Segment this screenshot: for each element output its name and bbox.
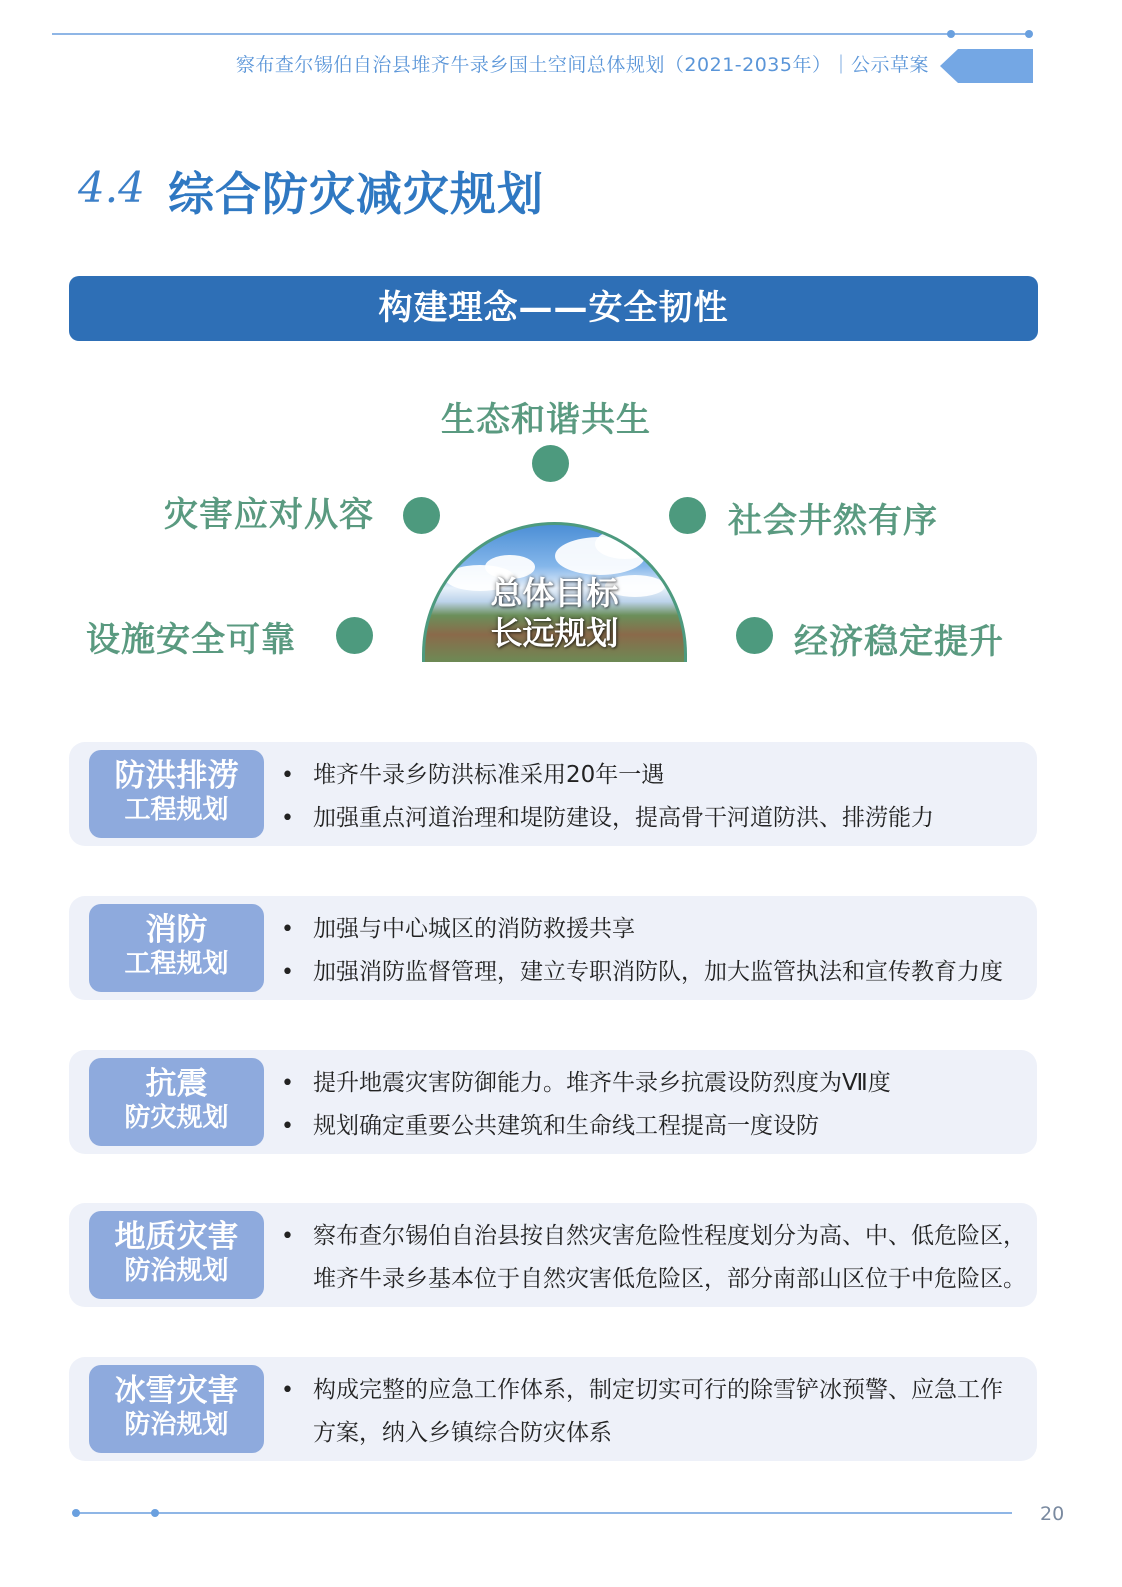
plan-badge-title: 消防 bbox=[145, 912, 208, 948]
plan-bullet: • 构成完整的应急工作体系，制定切实可行的除雪铲冰预警、应急工作 bbox=[281, 1369, 1037, 1412]
concept-banner: 构建理念——安全韧性 bbox=[69, 276, 1038, 341]
page-number: 20 bbox=[1040, 1503, 1065, 1525]
goal-top: 生态和谐共生 bbox=[441, 400, 651, 440]
plan-badge-title: 冰雪灾害 bbox=[114, 1373, 239, 1409]
section-title: 综合防灾减灾规划 bbox=[168, 167, 544, 221]
plan-card-earthquake bbox=[69, 1050, 1037, 1154]
plan-card-fire bbox=[69, 896, 1037, 1000]
goal-lower-right: 经济稳定提升 bbox=[794, 622, 1004, 662]
plan-card-snow-ice bbox=[69, 1357, 1037, 1461]
plan-bullet: • 规划确定重要公共建筑和生命线工程提高一度设防 bbox=[281, 1105, 1037, 1148]
plan-badge bbox=[89, 1211, 264, 1299]
header-rule-dot bbox=[947, 30, 955, 38]
goal-upper-left: 灾害应对从容 bbox=[164, 495, 374, 535]
footer-rule-dot bbox=[72, 1509, 80, 1517]
plan-bullet: • 加强重点河道治理和堤防建设，提高骨干河道防洪、排涝能力 bbox=[281, 797, 1037, 840]
plan-badge-subtitle: 工程规划 bbox=[124, 949, 229, 979]
goal-lower-left: 设施安全可靠 bbox=[86, 620, 296, 660]
plan-bullet: • 加强与中心城区的消防救援共享 bbox=[281, 908, 1037, 951]
plan-badge bbox=[89, 1058, 264, 1146]
document-title: 察布查尔锡伯自治县堆齐牛录乡国土空间总体规划（2021-2035年）｜公示草案 bbox=[235, 54, 929, 76]
header-rule-dot bbox=[1025, 30, 1033, 38]
plan-card-flood bbox=[69, 742, 1037, 846]
plan-badge-title: 抗震 bbox=[145, 1066, 208, 1102]
plan-badge-title: 防洪排涝 bbox=[114, 758, 239, 794]
footer-rule bbox=[76, 1512, 1012, 1514]
goal-dot bbox=[736, 617, 773, 654]
goal-dot bbox=[403, 497, 440, 534]
plan-badge-subtitle: 防灾规划 bbox=[124, 1103, 229, 1133]
dome-title-line1: 总体目标 bbox=[490, 574, 619, 612]
plan-bullet-continuation: 方案，纳入乡镇综合防灾体系 bbox=[313, 1420, 612, 1446]
plan-badge bbox=[89, 1365, 264, 1453]
section-number: 4.4 bbox=[78, 163, 145, 212]
plan-badge-subtitle: 工程规划 bbox=[124, 795, 229, 825]
header-tag-arrow bbox=[940, 49, 1033, 83]
goal-upper-right: 社会井然有序 bbox=[728, 501, 938, 541]
goal-dot bbox=[532, 445, 569, 482]
plan-badge bbox=[89, 904, 264, 992]
plan-bullet-continuation: 堆齐牛录乡基本位于自然灾害低危险区，部分南部山区位于中危险区。 bbox=[313, 1266, 1026, 1292]
plan-bullet: • 提升地震灾害防御能力。堆齐牛录乡抗震设防烈度为Ⅶ度 bbox=[281, 1062, 1037, 1105]
plan-badge-subtitle: 防治规划 bbox=[124, 1410, 229, 1440]
goal-dot bbox=[669, 497, 706, 534]
plan-bullet: • 堆齐牛录乡防洪标准采用20年一遇 bbox=[281, 754, 1037, 797]
plan-badge-subtitle: 防治规划 bbox=[124, 1256, 229, 1286]
plan-bullet: • 加强消防监督管理，建立专职消防队，加大监管执法和宣传教育力度 bbox=[281, 951, 1037, 994]
plan-badge bbox=[89, 750, 264, 838]
plan-badge-title: 地质灾害 bbox=[114, 1219, 239, 1255]
footer-rule-dot bbox=[151, 1509, 159, 1517]
goal-dot bbox=[336, 617, 373, 654]
plan-card-geological bbox=[69, 1203, 1037, 1307]
plan-bullet: • 察布查尔锡伯自治县按自然灾害危险性程度划分为高、中、低危险区， bbox=[281, 1215, 1037, 1258]
header-rule bbox=[52, 33, 1027, 35]
dome-title-line2: 长远规划 bbox=[490, 614, 619, 652]
